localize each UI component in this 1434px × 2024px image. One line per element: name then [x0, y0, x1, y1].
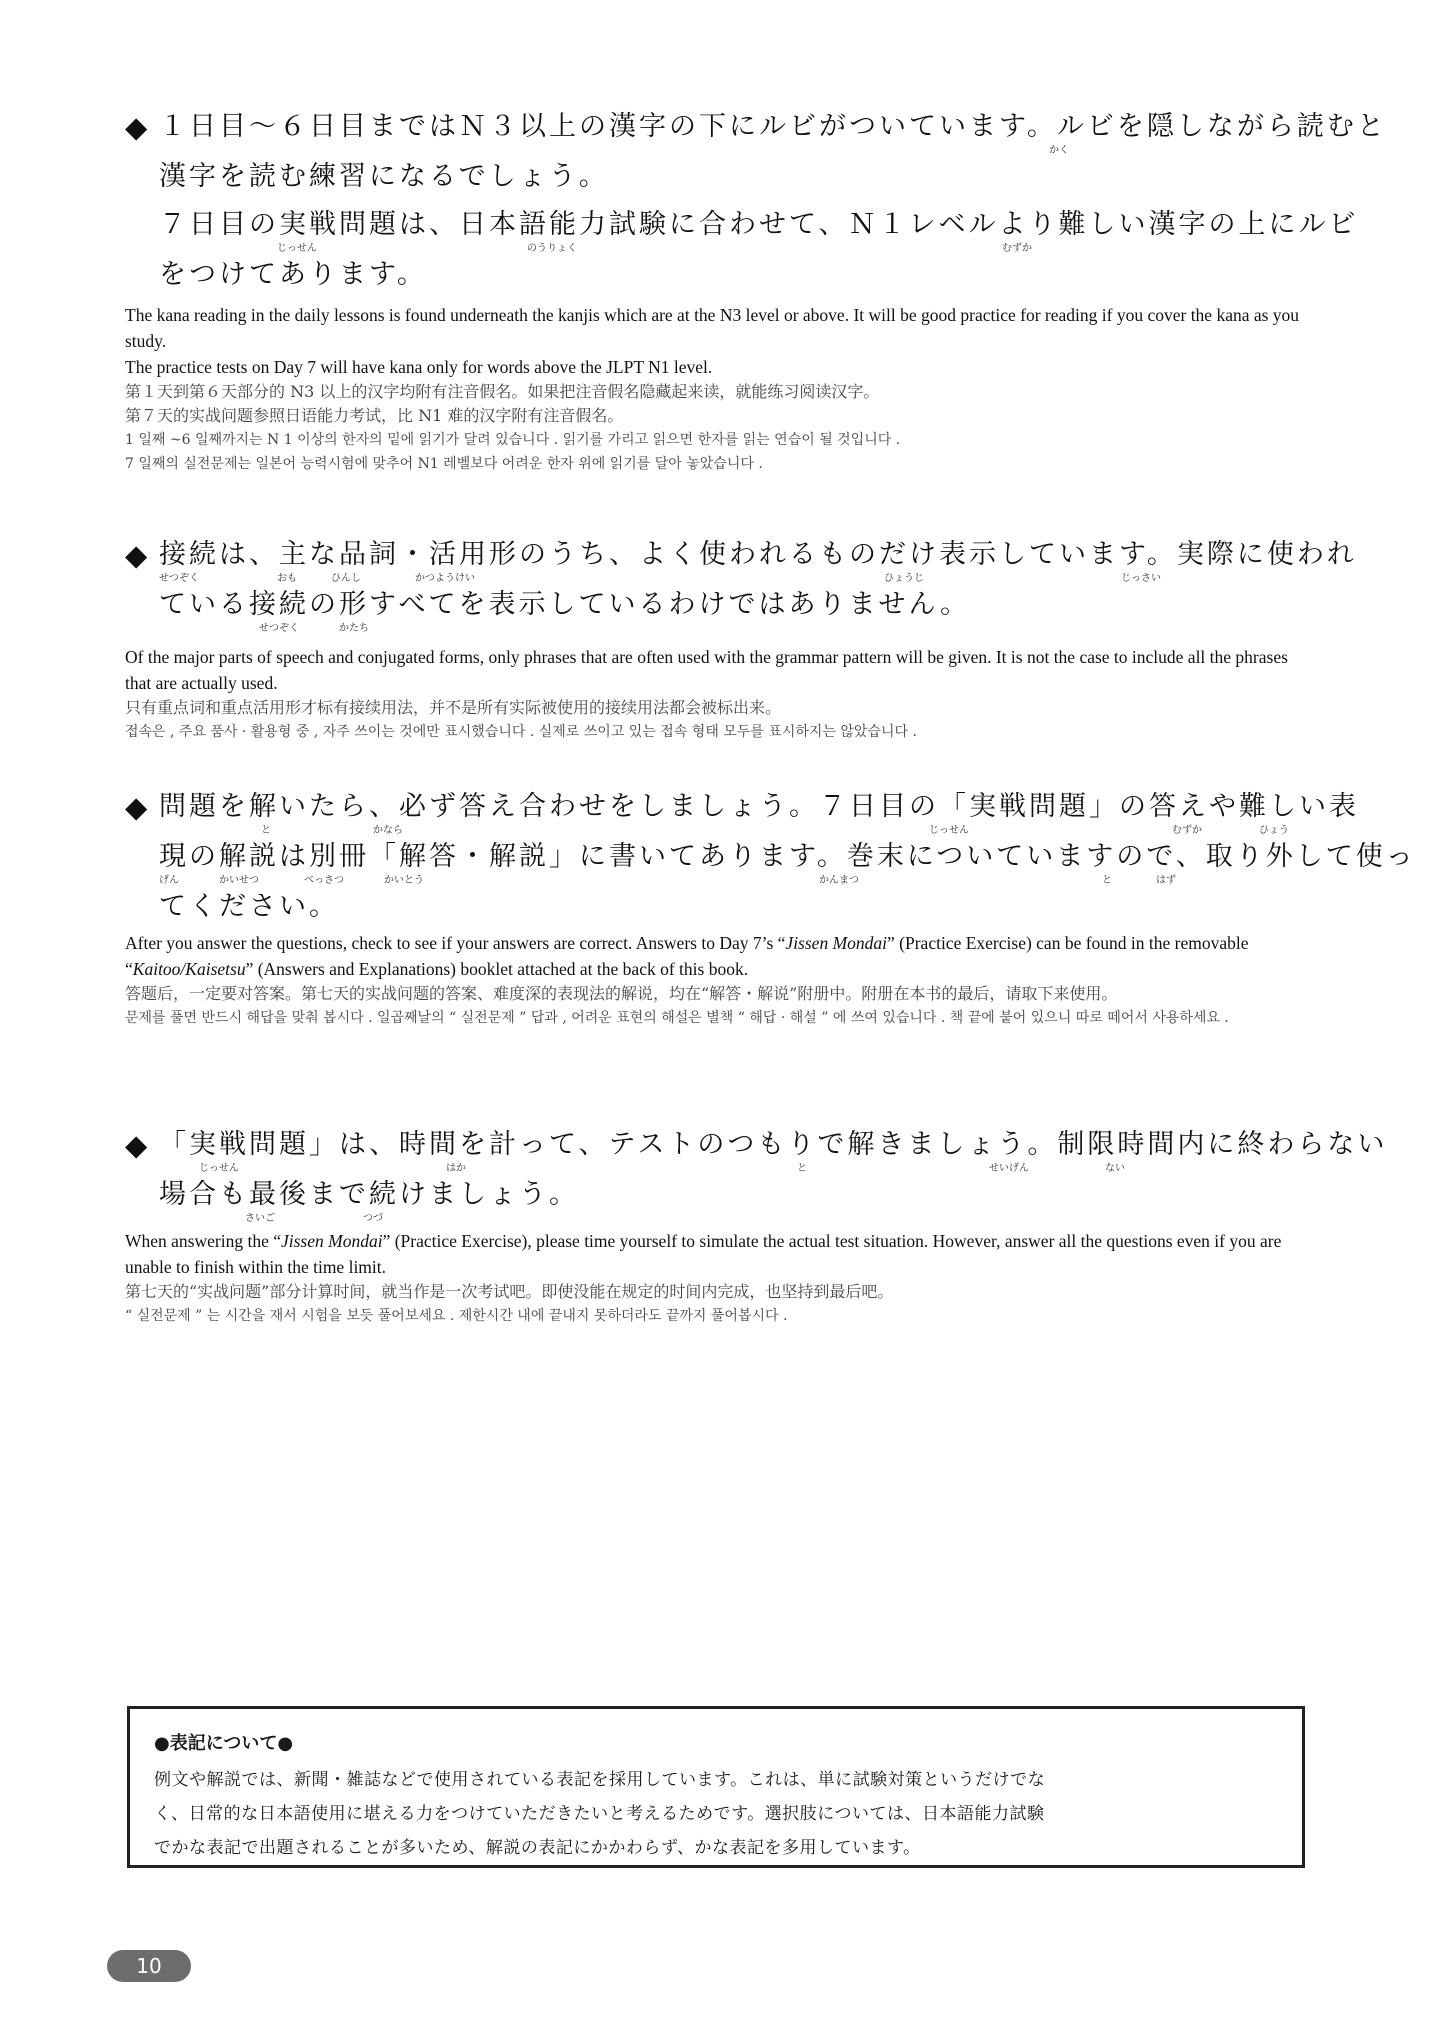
ruby-nai: ない — [1105, 1163, 1125, 1174]
ruby-seigen: せいげん — [989, 1163, 1029, 1174]
notation-note-box — [127, 1706, 1305, 1868]
section1-english — [125, 302, 1300, 380]
section-time-yourself — [125, 1128, 1388, 1328]
diamond-bullet-icon: ◆ — [125, 538, 148, 572]
ruby-kanmatsu: かんまつ — [819, 875, 859, 886]
ruby-hazu: はず — [1156, 875, 1176, 886]
note-title: ●表記について● — [154, 1733, 294, 1754]
section3-en-paragraph: After you answer the questions, check to see if your answers are correct. Answers to Day 7’s “Jissen Mondai” (Practice Exercise) can be found in the removable “Kaitoo/Kaisetsu” (Answers and Explanations) booklet attached at the back of this book. — [125, 933, 1249, 979]
section4-korean-line: “ 실전문제 ” 는 시간을 재서 시험을 보듯 풀어보세요 . 제한시간 내에 끝내지 못하더라도 끝까지 풀어봅시다 . — [125, 1308, 788, 1324]
section1-en-paragraph1: The kana reading in the daily lessons is found underneath the kanjis which are at the N3 level or above. It will be good practice for reading if you cover the kana as you study. — [125, 305, 1300, 351]
section2-korean-line: 접속은 , 주요 품사 · 활용형 중 , 자주 쓰이는 것에만 표시했습니다 . 실제로 쓰이고 있는 접속 형태 모두를 표시하지는 않았습니다 . — [125, 724, 917, 740]
ruby-to: と — [261, 825, 271, 836]
note-line-2: く、日常的な日本語使用に堪える力をつけていただきたいと考えるためです。選択肢については、日本語能力試験 — [154, 1804, 1045, 1824]
ruby-kanara: かなら — [373, 825, 403, 836]
section4-ruby-row1 — [159, 1162, 1387, 1178]
note-line-3: でかな表記で出題されることが多いため、解説の表記にかかわらず、かな表記を多用しています。 — [154, 1838, 921, 1858]
ruby-tsuzu: つづ — [363, 1213, 383, 1224]
section-connection-explanation — [125, 538, 1357, 744]
page-number-badge: 10 — [107, 1950, 191, 1982]
section3-jp-line3: てください。 — [159, 891, 339, 922]
section4-chinese-line: 第七天的“实战问题”部分计算时间，就当作是一次考试吧。即使没能在规定的时间内完成，也坚持到最后吧。 — [125, 1282, 894, 1301]
ruby-kaku: かく — [1049, 145, 1069, 156]
section1-en-paragraph2: The practice tests on Day 7 will have kana only for words above the JLPT N1 level. — [125, 357, 713, 377]
section2-en-paragraph: Of the major parts of speech and conjugated forms, only phrases that are often used with the grammar pattern will be given. It is not the case to include all the phrases that are actually used. — [125, 647, 1288, 693]
section1-korean-line1: 1 일째 ~6 일째까지는 N 1 이상의 한자의 밑에 읽기가 달려 있습니다 . 읽기를 가리고 읽으면 한자를 읽는 연습이 될 것입니다 . — [125, 432, 901, 448]
ruby-omo: おも — [277, 573, 297, 584]
ruby-hinshi: ひんし — [331, 573, 361, 584]
section3-japanese — [125, 790, 1416, 924]
section4-jp-line2: 場合も最後まで続けましょう。 — [159, 1179, 579, 1210]
section3-ruby-row1 — [159, 824, 1416, 840]
ruby-gen: げん — [159, 875, 179, 886]
section1-jp-line1: １日目～６日目まではＮ３以上の漢字の下にルビがついています。ルビを隠しながら読むと — [159, 111, 1387, 142]
section2-ruby-row1 — [159, 572, 1357, 588]
section3-chinese-line: 答题后，一定要对答案。第七天的实战问题的答案、难度深的表现法的解说，均在“解答・解说”附册中。附册在本书的最后，请取下来使用。 — [125, 984, 1118, 1003]
ruby-jissen: じっせん — [199, 1163, 239, 1174]
section2-japanese — [125, 538, 1357, 638]
section1-ruby-row1 — [159, 144, 1387, 160]
section3-english — [125, 930, 1300, 982]
section2-english — [125, 644, 1300, 696]
ruby-saigo: さいご — [245, 1213, 275, 1224]
section4-japanese — [125, 1128, 1388, 1228]
ruby-jissen: じっせん — [277, 243, 317, 254]
ruby-bessatsu: べっさつ — [304, 875, 344, 886]
section3-jp-line2: 現の解説は別冊「解答・解説」に書いてあります。巻末についていますので、取り外して使っ — [159, 841, 1416, 872]
ruby-jissen: じっせん — [929, 825, 969, 836]
ruby-haka: はか — [446, 1163, 466, 1174]
diamond-bullet-icon: ◆ — [125, 110, 148, 144]
section3-jp-line1: 問題を解いたら、必ず答え合わせをしましょう。７日目の「実戦問題」の答えや難しい表 — [159, 791, 1359, 822]
diamond-bullet-icon: ◆ — [125, 1128, 148, 1162]
diamond-bullet-icon: ◆ — [125, 790, 148, 824]
ruby-setsuzoku: せつぞく — [159, 573, 199, 584]
section4-ruby-row2 — [159, 1212, 1387, 1228]
section4-en-paragraph: When answering the “Jissen Mondai” (Practice Exercise), please time yourself to simulate the actual test situation. However, answer all the questions even if you are unable to finish within the time limit. — [125, 1231, 1282, 1277]
section1-chinese-line2: 第７天的实战问题参照日语能力考试，比 N1 难的汉字附有注音假名。 — [125, 406, 624, 425]
section3-korean-line: 문제를 풀면 반드시 해답을 맞춰 봅시다 . 일곱째날의 “ 실전문제 ” 답과 , 어려운 표현의 해설은 별책 “ 해답 · 해설 ” 에 쓰여 있습니다 . 책 끝에 붙어 있으니 따로 떼어서 사용하세요 . — [125, 1010, 1229, 1026]
ruby-kaisetsu: かいせつ — [219, 875, 259, 886]
ruby-katsuyoukei: かつようけい — [415, 573, 475, 584]
ruby-hyouji: ひょうじ — [884, 573, 924, 584]
ruby-nouryoku: のうりょく — [527, 243, 577, 254]
ruby-muzuka: むずか — [1002, 243, 1032, 254]
ruby-to: と — [1102, 875, 1112, 886]
section2-ruby-row2 — [159, 622, 1357, 638]
section3-ruby-row2 — [159, 874, 1416, 890]
ruby-kaitou: かいとう — [384, 875, 424, 886]
term-jissen-mondai: Jissen Mondai — [280, 1231, 383, 1251]
ruby-jissai: じっさい — [1121, 573, 1161, 584]
section1-jp-line4: をつけてあります。 — [159, 259, 427, 290]
section1-chinese-line1: 第１天到第６天部分的 N3 以上的汉字均附有注音假名。如果把注音假名隐藏起来读，就能练习阅读汉字。 — [125, 382, 880, 401]
section1-ruby-row3 — [159, 242, 1387, 258]
section2-jp-line1: 接続は、主な品詞・活用形のうち、よく使われるものだけ表示しています。実際に使われ — [159, 539, 1357, 570]
section1-jp-line3: ７日目の実戦問題は、日本語能力試験に合わせて、Ｎ１レベルより難しい漢字の上にルビ — [159, 209, 1359, 240]
ruby-hyou: ひょう — [1259, 825, 1289, 836]
term-jissen-mondai: Jissen Mondai — [785, 933, 888, 953]
ruby-muzuka: むずか — [1172, 825, 1202, 836]
section-ruby-explanation — [125, 110, 1387, 476]
section2-chinese-line: 只有重点词和重点活用形才标有接续用法，并不是所有实际被使用的接续用法都会被标出来。 — [125, 698, 782, 717]
ruby-to: と — [797, 1163, 807, 1174]
note-line-1: 例文や解説では、新聞・雑誌などで使用されている表記を採用しています。これは、単に試験対策というだけでな — [154, 1770, 1046, 1790]
section1-korean-line2: 7 일째의 실전문제는 일본어 능력시험에 맞추어 N1 레벨보다 어려운 한자 위에 읽기를 달아 놓았습니다 . — [125, 456, 763, 472]
section2-jp-line2: ている接続の形すべてを表示しているわけではありません。 — [159, 589, 971, 620]
section4-jp-line1: 「実戦問題」は、時間を計って、テストのつもりで解きましょう。制限時間内に終わらない — [159, 1129, 1388, 1160]
ruby-setsuzoku: せつぞく — [259, 623, 299, 634]
term-kaitoo-kaisetsu: Kaitoo/Kaisetsu — [132, 959, 246, 979]
section-answer-check — [125, 790, 1416, 1030]
ruby-katachi: かたち — [339, 623, 369, 634]
section1-japanese — [125, 110, 1387, 292]
section4-english — [125, 1228, 1300, 1280]
section1-jp-line2: 漢字を読む練習になるでしょう。 — [159, 161, 609, 192]
